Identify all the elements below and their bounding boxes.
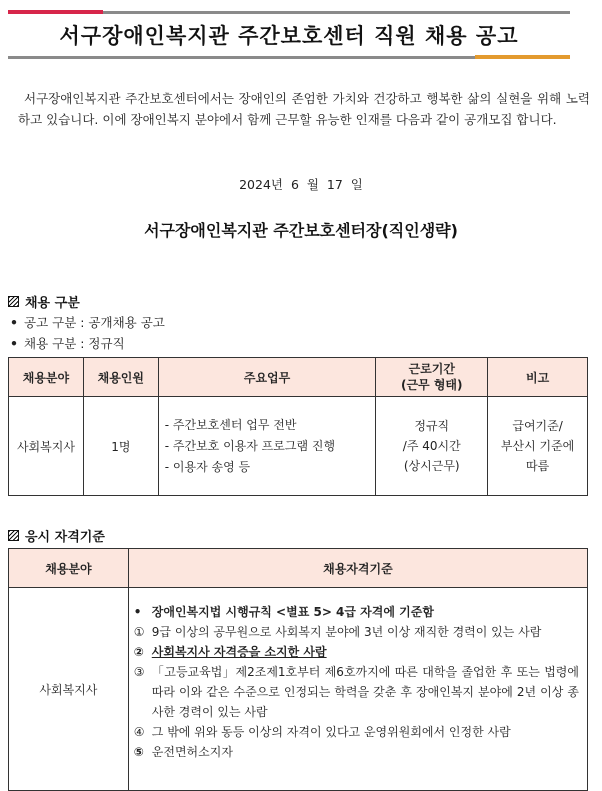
- intro-paragraph: 서구장애인복지관 주간보호센터에서는 장애인의 존엄한 가치와 건강하고 행복한 삶의 실현을 위해 노력하고 있습니다. 이에 장애인복지 분야에서 함께 근무할 유능한 인재를 다음과 같이 공개모집 합니다.: [18, 91, 590, 127]
- period-line: /주 40시간: [402, 439, 461, 453]
- hatched-box-icon: [8, 296, 19, 307]
- col-header-period: 근로기간 (근무 형태): [376, 358, 488, 397]
- circled-number-icon: ①: [133, 625, 145, 639]
- criteria-lead-text: 장애인복지법 시행규칙 <별표 5> 4급 자격에 기준함: [151, 605, 434, 619]
- cell-field: 사회복지사: [9, 588, 129, 791]
- page-title: 서구장애인복지관 주간보호센터 직원 채용 공고: [59, 24, 519, 48]
- criteria-item-text: 사회복지사 자격증을 소지한 사람: [151, 645, 327, 659]
- bullet-notice-type: [10, 313, 165, 331]
- circled-number-icon: ③: [133, 665, 145, 679]
- section-recruit-type-heading: 채용 구분: [25, 296, 80, 311]
- hatched-box-icon: [8, 530, 19, 541]
- title-top-accent: [8, 10, 103, 14]
- note-line: 따름: [525, 459, 550, 473]
- signer-line: 서구장애인복지관 주간보호센터장(직인생략): [144, 221, 458, 240]
- title-top-line: [103, 11, 570, 14]
- cell-duties: [158, 397, 376, 496]
- notice-type-text: 공고 구분 : 공개채용 공고: [24, 315, 165, 330]
- note-line: 급여기준/: [512, 419, 563, 433]
- table-header-row: [9, 358, 588, 397]
- title-bottom-line: [8, 56, 475, 59]
- employment-type-text: 채용 구분 : 정규직: [24, 336, 125, 351]
- criteria-item: [134, 642, 579, 662]
- circled-number-icon: ⑤: [133, 745, 144, 759]
- cell-count: 1명: [83, 397, 158, 496]
- period-line: 정규직: [414, 419, 450, 433]
- announcement-date: 2024년 6 월 17 일: [239, 177, 363, 192]
- period-line: (상시근무): [403, 459, 460, 473]
- title-bottom-accent: [475, 55, 570, 59]
- criteria-item-text: 「고등교육법」제2조제1호부터 제6호까지에 따른 대학을 졸업한 후 또는 법령에 따라 이와 같은 수준으로 인정되는 학력을 갖춘 후 장애인복지 분야에 2년 이상 종사한 경력이 있는 사람: [151, 665, 579, 719]
- section-qualifications: [8, 526, 105, 545]
- criteria-item-text: 그 밖에 위와 동등 이상의 자격이 있다고 운영위원회에서 인정한 사람: [151, 725, 511, 739]
- col-header-note: 비고: [488, 358, 588, 397]
- criteria-item: [134, 662, 579, 722]
- cell-field: 사회복지사: [9, 397, 84, 496]
- criteria-item-text: 9급 이상의 공무원으로 사회복지 분야에 3년 이상 재직한 경력이 있는 사람: [151, 625, 542, 639]
- criteria-item: [134, 722, 579, 742]
- circled-number-icon: ④: [133, 725, 145, 739]
- col-header-duties: 주요업무: [158, 358, 376, 397]
- section-recruit-type: [8, 292, 80, 311]
- qualification-table: [8, 548, 588, 791]
- criteria-item: [134, 622, 579, 642]
- cell-period: [376, 397, 488, 496]
- recruit-table: [8, 357, 588, 496]
- duty-item: - 주간보호 이용자 프로그램 진행: [164, 438, 336, 453]
- circled-number-icon: ②: [133, 645, 144, 659]
- title-banner: [8, 10, 570, 58]
- bullet-dot-icon: •: [10, 315, 18, 330]
- duty-item: - 이용자 송영 등: [164, 459, 251, 474]
- duty-item: - 주간보호센터 업무 전반: [164, 417, 297, 432]
- table-row: [9, 588, 588, 791]
- col-header-field: 채용분야: [9, 549, 129, 588]
- table-header-row: [9, 549, 588, 588]
- criteria-item: [134, 742, 579, 762]
- cell-criteria: [128, 588, 587, 791]
- bullet-dot-icon: •: [133, 605, 142, 619]
- col-header-field: 채용분야: [9, 358, 84, 397]
- col-header-count: 채용인원: [83, 358, 158, 397]
- bullet-employment-type: [10, 334, 125, 352]
- criteria-lead: [134, 602, 579, 622]
- section-qualifications-heading: 응시 자격기준: [25, 530, 105, 545]
- col-header-criteria: 채용자격기준: [128, 549, 587, 588]
- table-row: [9, 397, 588, 496]
- cell-note: [488, 397, 588, 496]
- criteria-item-text: 운전면허소지자: [151, 745, 233, 759]
- bullet-dot-icon: •: [10, 336, 18, 351]
- note-line: 부산시 기준에: [500, 439, 575, 453]
